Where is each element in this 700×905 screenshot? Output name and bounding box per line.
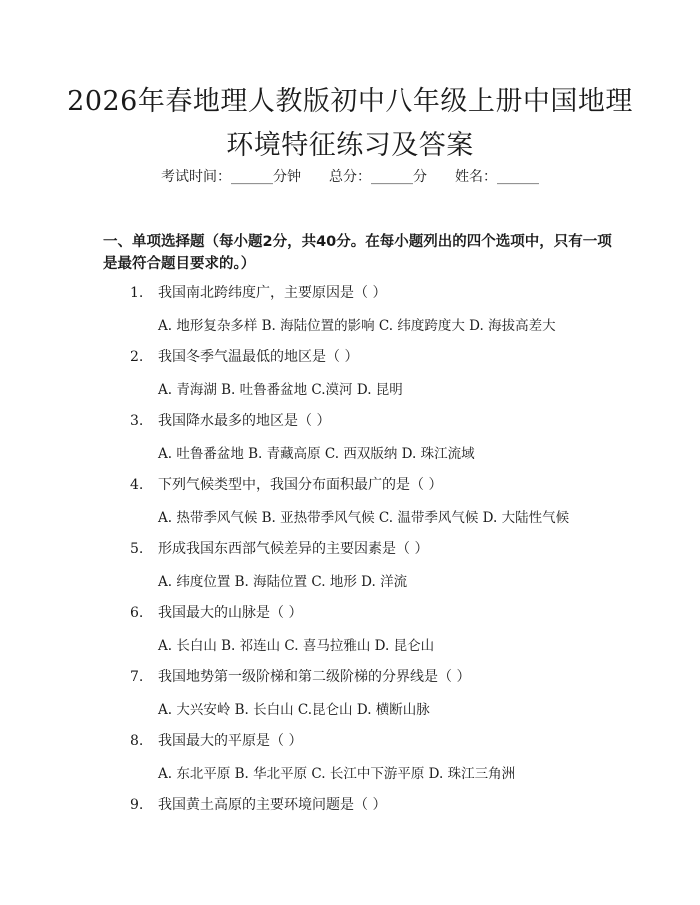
question-item	[130, 794, 386, 814]
question-text: 我国最大的平原是（ ）	[158, 733, 303, 749]
question-item	[130, 474, 442, 494]
exam-info-line	[0, 166, 700, 186]
question-number: 2.	[130, 349, 144, 365]
question-number: 4.	[130, 477, 144, 493]
question-options: A. 纬度位置 B. 海陆位置 C. 地形 D. 洋流	[158, 574, 408, 590]
exam-time-label: 考试时间：______分钟	[161, 169, 301, 185]
question-number: 9.	[130, 797, 144, 813]
student-name-label: 姓名：______	[455, 169, 539, 185]
question-item	[130, 602, 302, 622]
total-score-label: 总分：______分	[329, 169, 427, 185]
question-options: A. 吐鲁番盆地 B. 青藏高原 C. 西双版纳 D. 珠江流域	[158, 446, 475, 462]
question-number: 3.	[130, 413, 144, 429]
question-text: 我国冬季气温最低的地区是（ ）	[158, 349, 359, 365]
question-number: 5.	[130, 541, 144, 557]
question-text: 我国地势第一级阶梯和第二级阶梯的分界线是（ ）	[158, 669, 471, 685]
question-text: 我国黄土高原的主要环境问题是（ ）	[158, 797, 387, 813]
question-item	[130, 410, 330, 430]
question-number: 1.	[130, 285, 144, 301]
question-options: A. 地形复杂多样 B. 海陆位置的影响 C. 纬度跨度大 D. 海拔高差大	[158, 318, 556, 334]
question-item	[130, 282, 386, 302]
question-options: A. 热带季风气候 B. 亚热带季风气候 C. 温带季风气候 D. 大陆性气候	[158, 510, 570, 526]
question-text: 我国南北跨纬度广，主要原因是（ ）	[158, 285, 387, 301]
question-options: A. 青海湖 B. 吐鲁番盆地 C.漠河 D. 昆明	[158, 382, 403, 398]
question-number: 7.	[130, 669, 144, 685]
document-title: 2026年春地理人教版初中八年级上册中国地理环境特征练习及答案	[67, 86, 633, 161]
question-item	[130, 538, 428, 558]
section-heading: 一、单项选择题（每小题2分，共40分。在每小题列出的四个选项中，只有一项是最符合题目要求的。）	[103, 234, 612, 272]
question-item	[130, 666, 470, 686]
question-text: 我国最大的山脉是（ ）	[158, 605, 303, 621]
question-item	[130, 730, 302, 750]
question-options: A. 大兴安岭 B. 长白山 C.昆仑山 D. 横断山脉	[158, 702, 430, 718]
question-item	[130, 346, 358, 366]
question-options: A. 长白山 B. 祁连山 C. 喜马拉雅山 D. 昆仑山	[158, 638, 435, 654]
question-text: 形成我国东西部气候差异的主要因素是（ ）	[158, 541, 429, 557]
question-number: 8.	[130, 733, 144, 749]
question-number: 6.	[130, 605, 144, 621]
question-text: 我国降水最多的地区是（ ）	[158, 413, 331, 429]
question-text: 下列气候类型中，我国分布面积最广的是（ ）	[158, 477, 443, 493]
question-options: A. 东北平原 B. 华北平原 C. 长江中下游平原 D. 珠江三角洲	[158, 766, 516, 782]
